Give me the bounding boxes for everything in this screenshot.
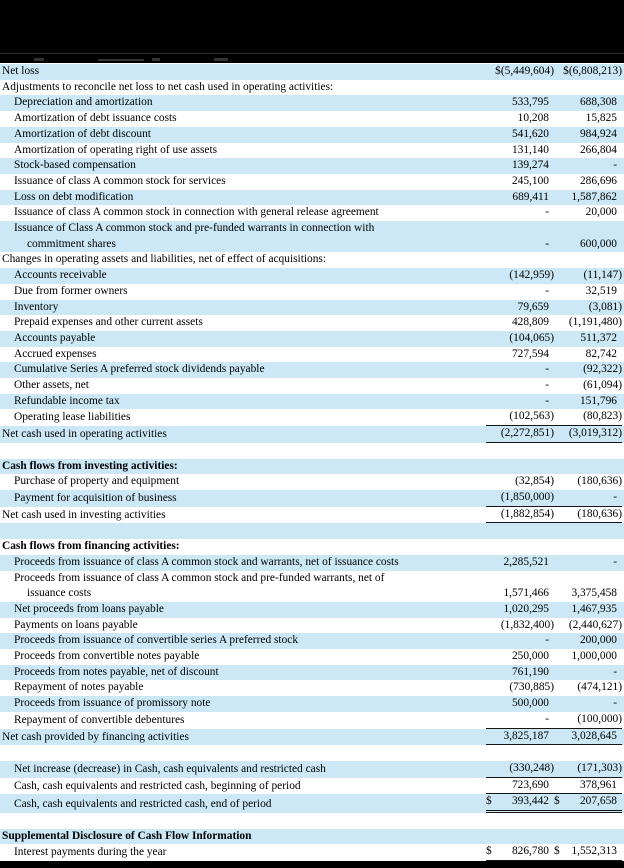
amount: 200,000 [579,634,617,647]
amount: - [613,555,617,568]
amount: 245,100 [511,174,549,187]
dollar-sign: $ [554,845,560,858]
row-label: Net cash provided by financing activities [2,730,189,743]
amount: (92,322) [583,363,622,376]
table-row [0,143,624,159]
amount: 151,796 [579,394,617,407]
table-row [0,813,624,829]
row-label: Issuance of class A common stock for services [14,174,226,187]
value-col2 [554,362,622,378]
amount: $(6,808,213) [563,65,622,77]
value-col2 [554,158,622,174]
amount: 20,000 [585,206,617,219]
amount: 688,308 [579,96,617,109]
redaction-artifact [152,58,160,61]
amount: - [545,712,549,725]
amount: 3,028,645 [571,729,617,742]
value-col1 [486,555,554,571]
table-row [0,268,624,284]
table-row [0,696,624,712]
amount: - [613,697,617,710]
value-col2 [554,394,622,410]
value-col1 [486,474,554,490]
amount: 533,795 [511,96,549,109]
value-col1 [486,507,554,524]
row-label-continuation: issuance costs [27,587,92,600]
table-row [0,394,624,410]
amount: 32,519 [585,284,617,297]
table-row [0,633,624,649]
row-label: Net increase (decrease) in Cash, cash equivalents and restricted cash [14,762,326,775]
value-col2 [554,555,622,571]
table-row [0,680,624,696]
value-col1 [486,665,554,681]
amount: 600,000 [579,237,617,250]
table-row [0,665,624,681]
table-row [0,378,624,394]
table-row [0,829,624,845]
row-label: Issuance of Class A common stock and pre-funded warrants in connection with commitment shares [0,221,486,252]
amount: 1,467,935 [571,602,617,615]
table-row [0,618,624,634]
redaction-artifact [0,53,624,54]
row-label: Adjustments to reconcile net loss to net cash used in operating activities: [2,80,334,93]
row-label: Inventory [14,300,59,313]
table-row [0,80,624,96]
value-col1 [486,712,554,729]
row-label: Issuance of class A common stock in connection with general release agreement [14,206,379,219]
table-row [0,362,624,378]
row-label: Due from former owners [14,284,128,297]
amount: 207,658 [579,795,617,808]
table-row [0,729,624,746]
amount: (100,000) [577,712,622,725]
value-col1 [486,426,554,443]
amount: 10,208 [517,112,549,125]
cash-flow-statement-table [0,63,624,861]
value-col2 [554,618,622,634]
dollar-sign: $ [486,845,492,858]
table-row [0,571,624,602]
value-col1 [486,158,554,174]
amount: (11,147) [583,269,622,282]
value-col1 [486,729,554,746]
value-col2 [554,174,622,190]
row-label: Amortization of debt issuance costs [14,112,177,125]
row-label: Proceeds from issuance of class A common stock and pre-funded warrants, net of issuance costs [0,571,486,602]
value-col2 [554,284,622,300]
amount: 689,411 [512,190,549,203]
amount: 250,000 [511,650,549,663]
row-label: Interest payments during the year [14,846,167,859]
value-col1 [486,680,554,696]
amount: (180,636) [577,507,622,520]
value-col1 [486,347,554,363]
value-col1 [486,64,554,80]
table-row [0,111,624,127]
row-label: Cash, cash equivalents and restricted cash, end of period [14,798,272,811]
row-label: Net proceeds from loans payable [14,602,164,615]
table-row [0,794,624,813]
row-label: Payments on loans payable [14,618,138,631]
row-label: Cash flows from financing activities: [2,540,180,553]
amount: 266,804 [579,143,617,156]
value-col2 [554,127,622,143]
amount: 428,809 [511,316,549,329]
redaction-artifact [34,58,44,61]
amount: (104,065) [509,331,554,344]
amount: 727,594 [511,347,549,360]
amount: 3,375,458 [571,587,617,600]
value-col1 [486,409,554,426]
table-row [0,443,624,459]
amount: - [545,379,549,392]
amount: (730,885) [509,681,554,694]
table-row [0,331,624,347]
amount: 131,140 [511,143,549,156]
table-row [0,778,624,795]
amount: 3,825,187 [503,729,549,742]
value-col2 [554,665,622,681]
table-row [0,158,624,174]
row-label: Prepaid expenses and other current assets [14,316,203,329]
value-col1 [486,633,554,649]
redaction-artifact [214,58,228,61]
value-col1 [486,490,554,507]
value-col2 [554,300,622,316]
amount: (1,850,000) [500,490,554,503]
dollar-sign: $ [554,795,560,808]
value-col1 [486,284,554,300]
table-row [0,426,624,443]
row-label: Accrued expenses [14,347,97,360]
value-col1 [486,844,554,861]
value-col2 [554,205,622,221]
amount: 82,742 [585,347,617,360]
amount: 1,571,466 [503,587,549,600]
table-row [0,712,624,729]
row-label: Proceeds from notes payable, net of discount [14,665,219,678]
value-col2 [554,409,622,426]
table-row [0,347,624,363]
value-col1 [486,602,554,618]
amount: (180,636) [577,475,622,488]
amount: 393,442 [511,795,549,808]
row-label: Stock-based compensation [14,159,136,172]
amount: (1,191,480) [568,316,622,329]
value-col2 [554,95,622,111]
table-row [0,523,624,539]
amount: 723,690 [511,778,549,791]
row-label-continuation: commitment shares [27,237,116,250]
amount: (171,303) [577,761,622,774]
value-col1 [486,649,554,665]
table-row [0,284,624,300]
table-row [0,221,624,252]
amount: 761,190 [511,665,549,678]
table-row [0,190,624,206]
row-label: Repayment of convertible debentures [14,713,185,726]
table-row [0,844,624,861]
redacted-footer-bar [0,861,624,868]
amount: 1,552,313 [571,845,617,858]
row-label: Amortization of operating right of use assets [14,143,218,156]
amount: 826,780 [511,845,549,858]
value-col2 [554,696,622,712]
table-row [0,745,624,761]
row-label: Payment for acquisition of business [14,491,177,504]
table-row [0,490,624,507]
amount: - [545,634,549,647]
amount: (330,248) [509,761,554,774]
amount: 139,274 [511,159,549,172]
table-row [0,315,624,331]
row-label: Other assets, net [14,379,89,392]
row-label: Amortization of debt discount [14,127,151,140]
value-col1 [486,696,554,712]
amount: (142,959) [509,269,554,282]
row-label [0,745,486,761]
table-row [0,539,624,555]
row-label: Proceeds from convertible notes payable [14,650,200,663]
amount: 1,587,862 [571,190,617,203]
table-row [0,95,624,111]
value-col2 [554,143,622,159]
table-row [0,555,624,571]
value-col1 [486,300,554,316]
value-col2 [554,761,622,778]
row-label: Cash, cash equivalents and restricted cash, beginning of period [14,779,301,792]
value-col2 [554,778,622,795]
row-label: Supplemental Disclosure of Cash Flow Information [2,829,252,842]
table-row [0,252,624,268]
value-col2 [554,794,622,813]
value-col2 [554,474,622,490]
value-col2 [554,378,622,394]
row-label: Proceeds from issuance of class A common stock and warrants, net of issuance costs [14,555,399,568]
row-label: Accounts receivable [14,269,107,282]
value-col2 [554,507,622,524]
table-row [0,409,624,426]
row-label: Proceeds from issuance of convertible series A preferred stock [14,634,299,647]
row-label: Accounts payable [14,331,96,344]
amount: (102,563) [509,410,554,423]
amount: 2,285,521 [503,555,549,568]
value-col1 [486,778,554,795]
value-col1 [486,362,554,378]
amount: - [545,284,549,297]
value-col2 [554,680,622,696]
table-row [0,602,624,618]
row-label: Depreciation and amortization [14,96,153,109]
row-label: Net cash used in investing activities [2,508,166,521]
table-row [0,459,624,475]
amount: 511,372 [580,331,617,344]
amount: 1,000,000 [571,650,617,663]
redacted-header-bar [0,0,624,63]
value-col2 [554,237,622,253]
row-label: Changes in operating assets and liabilities, net of effect of acquisitions: [2,253,327,266]
amount: (32,854) [515,475,554,488]
value-col1 [486,190,554,206]
value-col2 [554,64,622,80]
value-col1 [486,268,554,284]
value-col1 [486,394,554,410]
value-col2 [554,347,622,363]
value-col1 [486,618,554,634]
value-col1 [486,127,554,143]
value-col1 [486,237,554,253]
amount: 79,659 [517,300,549,313]
row-label: Repayment of notes payable [14,681,144,694]
amount: (3,019,312) [568,427,622,440]
value-col2 [554,490,622,507]
row-label: Purchase of property and equipment [14,475,180,488]
value-col2 [554,111,622,127]
value-col2 [554,331,622,347]
value-col2 [554,729,622,746]
value-col2 [554,190,622,206]
row-label [0,523,486,539]
row-label: Operating lease liabilities [14,411,131,424]
amount: (61,094) [583,379,622,392]
value-col1 [486,111,554,127]
value-col2 [554,268,622,284]
amount: (3,081) [588,300,622,313]
value-col1 [486,761,554,778]
row-label: Proceeds from issuance of promissory note [14,697,211,710]
row-label: Cumulative Series A preferred stock dividends payable [14,363,265,376]
amount: - [545,363,549,376]
value-col1 [486,174,554,190]
amount: (1,832,400) [500,618,554,631]
amount: - [613,159,617,172]
amount: 15,825 [585,112,617,125]
table-row [0,761,624,778]
row-label: Net loss [2,65,40,77]
row-label: Cash flows from investing activities: [2,459,178,472]
amount: (2,272,851) [500,427,554,440]
amount: - [545,237,549,250]
row-label [0,813,486,829]
value-col1 [486,315,554,331]
value-col1 [486,794,554,813]
value-col2 [554,649,622,665]
amount: 541,620 [511,127,549,140]
table-row [0,507,624,524]
amount: - [545,206,549,219]
value-col1 [486,95,554,111]
value-col1 [486,205,554,221]
amount: (1,882,854) [500,507,554,520]
value-col2 [554,844,622,861]
table-row [0,649,624,665]
amount: - [613,490,617,503]
amount: - [545,394,549,407]
amount: 286,696 [579,174,617,187]
amount: (474,121) [577,681,622,694]
amount: 1,020,295 [503,602,549,615]
value-col1 [486,586,554,602]
value-col1 [486,378,554,394]
amount: $(5,449,604) [495,65,554,77]
amount: 500,000 [511,697,549,710]
value-col2 [554,712,622,729]
table-row [0,205,624,221]
amount: - [613,665,617,678]
row-label: Refundable income tax [14,394,120,407]
amount: (2,440,627) [568,618,622,631]
table-row [0,300,624,316]
value-col1 [486,143,554,159]
value-col2 [554,426,622,443]
table-row [0,474,624,490]
amount: 378,961 [579,778,617,791]
value-col2 [554,633,622,649]
table-row [0,64,624,80]
value-col2 [554,602,622,618]
value-col2 [554,586,622,602]
table-row [0,174,624,190]
row-label [0,443,486,459]
redaction-artifact [98,59,144,61]
value-col1 [486,331,554,347]
dollar-sign: $ [486,795,492,808]
amount: 984,924 [579,127,617,140]
amount: (80,823) [583,410,622,423]
row-label: Net cash used in operating activities [2,428,167,441]
value-col2 [554,315,622,331]
row-label: Loss on debt modification [14,190,134,203]
table-row [0,127,624,143]
